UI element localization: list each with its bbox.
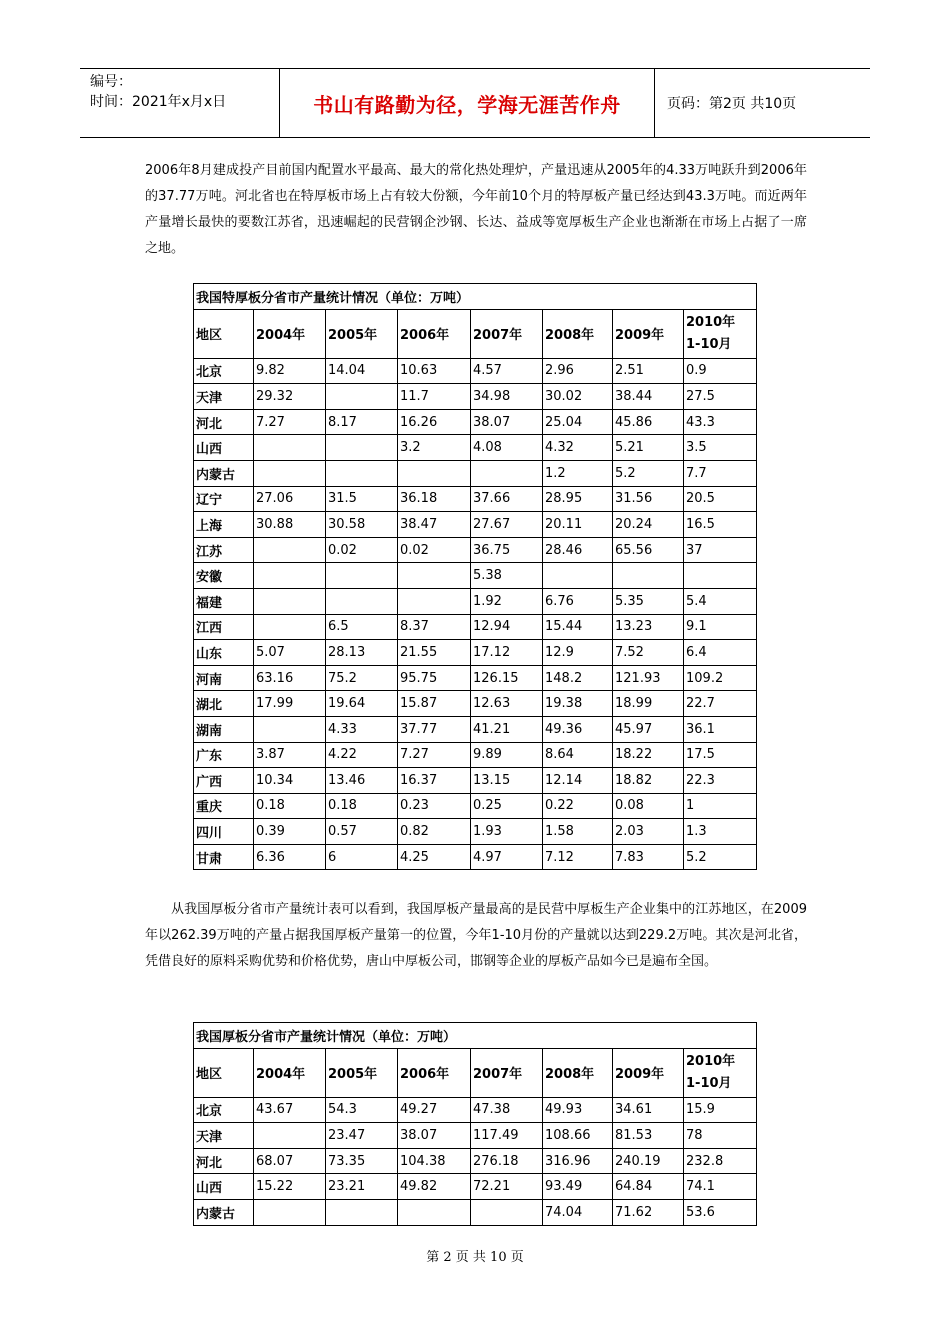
region-cell: 河南 [194, 665, 254, 691]
table-row [194, 588, 757, 614]
value-cell [254, 1123, 326, 1149]
value-cell: 30.88 [254, 512, 326, 538]
region-cell: 河北 [194, 1148, 254, 1174]
value-cell: 2.96 [543, 358, 613, 384]
region-cell: 天津 [194, 384, 254, 410]
value-cell: 68.07 [254, 1148, 326, 1174]
value-cell: 3.2 [398, 435, 471, 461]
table-row [194, 512, 757, 538]
value-cell: 17.5 [684, 742, 757, 768]
table-row [194, 1123, 757, 1149]
table-row [194, 435, 757, 461]
value-cell: 15.9 [684, 1097, 757, 1123]
value-cell [684, 563, 757, 589]
value-cell [543, 563, 613, 589]
value-cell [398, 588, 471, 614]
table-special-thick-plate [193, 283, 757, 870]
value-cell: 5.38 [471, 563, 543, 589]
value-cell: 27.67 [471, 512, 543, 538]
value-cell: 5.07 [254, 640, 326, 666]
table-row [194, 460, 757, 486]
value-cell: 1 [684, 793, 757, 819]
value-cell: 31.5 [326, 486, 398, 512]
value-cell: 17.99 [254, 691, 326, 717]
value-cell: 12.14 [543, 768, 613, 794]
value-cell: 5.21 [613, 435, 684, 461]
value-cell [398, 460, 471, 486]
region-cell: 上海 [194, 512, 254, 538]
value-cell: 75.2 [326, 665, 398, 691]
value-cell [613, 563, 684, 589]
value-cell: 8.64 [543, 742, 613, 768]
value-cell [398, 1199, 471, 1225]
region-cell: 北京 [194, 358, 254, 384]
value-cell: 30.58 [326, 512, 398, 538]
value-cell: 7.83 [613, 844, 684, 870]
value-cell: 15.87 [398, 691, 471, 717]
value-cell: 45.97 [613, 716, 684, 742]
table-row [194, 384, 757, 410]
value-cell: 4.25 [398, 844, 471, 870]
value-cell: 54.3 [326, 1097, 398, 1123]
table-row [194, 844, 757, 870]
region-cell: 湖南 [194, 716, 254, 742]
value-cell: 15.44 [543, 614, 613, 640]
value-cell: 20.5 [684, 486, 757, 512]
value-cell: 29.32 [254, 384, 326, 410]
region-cell: 山西 [194, 435, 254, 461]
value-cell: 0.39 [254, 819, 326, 845]
value-cell: 38.44 [613, 384, 684, 410]
column-header: 2009年 [613, 1048, 684, 1097]
value-cell: 0.25 [471, 793, 543, 819]
region-cell: 江西 [194, 614, 254, 640]
value-cell: 8.17 [326, 409, 398, 435]
value-cell: 7.7 [684, 460, 757, 486]
paragraph-1: 2006年8月建成投产目前国内配置水平最高、最大的常化热处理炉，产量迅速从2005年的4.33万吨跃升到2006年的37.77万吨。河北省也在特厚板市场上占有较大份额，今年前10个月的特厚板产量已经达到43.3万吨。而近两年产量增长最快的要数江苏省，迅速崛起的民营钢企沙钢、长达、益成等宽厚板生产企业也渐渐在市场上占据了一席之地。 [145, 163, 807, 256]
value-cell: 8.37 [398, 614, 471, 640]
table-row [194, 768, 757, 794]
value-cell: 0.9 [684, 358, 757, 384]
value-cell: 9.89 [471, 742, 543, 768]
value-cell: 21.55 [398, 640, 471, 666]
value-cell: 74.1 [684, 1174, 757, 1200]
value-cell: 20.11 [543, 512, 613, 538]
value-cell: 0.18 [254, 793, 326, 819]
value-cell: 73.35 [326, 1148, 398, 1174]
value-cell: 20.24 [613, 512, 684, 538]
value-cell: 23.47 [326, 1123, 398, 1149]
region-cell: 湖北 [194, 691, 254, 717]
value-cell: 117.49 [471, 1123, 543, 1149]
value-cell: 36.1 [684, 716, 757, 742]
region-cell: 内蒙古 [194, 1199, 254, 1225]
value-cell: 104.38 [398, 1148, 471, 1174]
value-cell: 31.56 [613, 486, 684, 512]
value-cell: 19.38 [543, 691, 613, 717]
header-page-code: 页码：第2页 共10页 [667, 96, 797, 112]
value-cell [471, 460, 543, 486]
value-cell: 16.26 [398, 409, 471, 435]
column-header: 2006年 [398, 309, 471, 358]
value-cell: 7.52 [613, 640, 684, 666]
value-cell: 11.7 [398, 384, 471, 410]
value-cell: 5.2 [613, 460, 684, 486]
table-row [194, 358, 757, 384]
value-cell: 7.27 [254, 409, 326, 435]
region-cell: 安徽 [194, 563, 254, 589]
value-cell [471, 1199, 543, 1225]
value-cell: 2.51 [613, 358, 684, 384]
column-header: 地区 [194, 1048, 254, 1097]
value-cell [326, 435, 398, 461]
value-cell [326, 588, 398, 614]
region-cell: 广东 [194, 742, 254, 768]
value-cell: 37 [684, 537, 757, 563]
value-cell: 0.18 [326, 793, 398, 819]
value-cell: 41.21 [471, 716, 543, 742]
value-cell: 148.2 [543, 665, 613, 691]
value-cell: 18.82 [613, 768, 684, 794]
column-header: 地区 [194, 309, 254, 358]
region-cell: 辽宁 [194, 486, 254, 512]
value-cell: 10.63 [398, 358, 471, 384]
region-cell: 江苏 [194, 537, 254, 563]
region-cell: 福建 [194, 588, 254, 614]
value-cell: 36.75 [471, 537, 543, 563]
value-cell: 49.36 [543, 716, 613, 742]
value-cell [254, 460, 326, 486]
value-cell [254, 716, 326, 742]
value-cell: 27.5 [684, 384, 757, 410]
value-cell: 23.21 [326, 1174, 398, 1200]
value-cell: 38.07 [471, 409, 543, 435]
value-cell: 240.19 [613, 1148, 684, 1174]
table-row [194, 665, 757, 691]
value-cell: 49.27 [398, 1097, 471, 1123]
table-header-row [194, 309, 757, 358]
value-cell: 13.46 [326, 768, 398, 794]
value-cell: 12.9 [543, 640, 613, 666]
value-cell: 19.64 [326, 691, 398, 717]
value-cell: 27.06 [254, 486, 326, 512]
value-cell [326, 384, 398, 410]
value-cell: 49.82 [398, 1174, 471, 1200]
region-cell: 北京 [194, 1097, 254, 1123]
table-row [194, 742, 757, 768]
value-cell: 4.57 [471, 358, 543, 384]
value-cell: 13.23 [613, 614, 684, 640]
value-cell: 36.18 [398, 486, 471, 512]
value-cell [326, 1199, 398, 1225]
value-cell [254, 563, 326, 589]
value-cell: 38.07 [398, 1123, 471, 1149]
value-cell: 64.84 [613, 1174, 684, 1200]
column-header: 2010年 1-10月 [684, 309, 757, 358]
region-cell: 山西 [194, 1174, 254, 1200]
value-cell: 18.22 [613, 742, 684, 768]
table-row [194, 537, 757, 563]
table-header-row [194, 1048, 757, 1097]
value-cell: 0.23 [398, 793, 471, 819]
table-title-row [194, 1023, 757, 1049]
region-cell: 天津 [194, 1123, 254, 1149]
value-cell: 4.33 [326, 716, 398, 742]
value-cell: 49.93 [543, 1097, 613, 1123]
value-cell: 6.36 [254, 844, 326, 870]
serial-label: 编号： [90, 74, 132, 90]
value-cell: 17.12 [471, 640, 543, 666]
value-cell: 4.08 [471, 435, 543, 461]
value-cell: 5.35 [613, 588, 684, 614]
value-cell: 22.3 [684, 768, 757, 794]
table-row [194, 1097, 757, 1123]
value-cell: 1.2 [543, 460, 613, 486]
value-cell: 14.04 [326, 358, 398, 384]
column-header: 2007年 [471, 1048, 543, 1097]
header-meta [80, 69, 280, 137]
table-thick-plate [193, 1022, 757, 1226]
value-cell: 0.57 [326, 819, 398, 845]
page-footer: 第 2 页 共 10 页 [426, 1250, 524, 1265]
value-cell: 30.02 [543, 384, 613, 410]
value-cell [254, 614, 326, 640]
table-row [194, 1174, 757, 1200]
value-cell: 25.04 [543, 409, 613, 435]
value-cell: 121.93 [613, 665, 684, 691]
table-title: 我国厚板分省市产量统计情况（单位：万吨） [194, 1023, 757, 1049]
value-cell: 6.4 [684, 640, 757, 666]
region-cell: 重庆 [194, 793, 254, 819]
value-cell: 34.98 [471, 384, 543, 410]
value-cell: 15.22 [254, 1174, 326, 1200]
value-cell: 43.3 [684, 409, 757, 435]
value-cell: 63.16 [254, 665, 326, 691]
value-cell: 109.2 [684, 665, 757, 691]
value-cell: 53.6 [684, 1199, 757, 1225]
value-cell: 28.95 [543, 486, 613, 512]
value-cell [326, 460, 398, 486]
value-cell [254, 588, 326, 614]
value-cell: 4.32 [543, 435, 613, 461]
value-cell: 10.34 [254, 768, 326, 794]
value-cell: 38.47 [398, 512, 471, 538]
value-cell: 13.15 [471, 768, 543, 794]
column-header: 2008年 [543, 1048, 613, 1097]
value-cell: 45.86 [613, 409, 684, 435]
column-header: 2007年 [471, 309, 543, 358]
table-row [194, 409, 757, 435]
value-cell: 3.5 [684, 435, 757, 461]
value-cell: 6.5 [326, 614, 398, 640]
value-cell: 0.08 [613, 793, 684, 819]
value-cell: 43.67 [254, 1097, 326, 1123]
value-cell: 37.66 [471, 486, 543, 512]
value-cell: 71.62 [613, 1199, 684, 1225]
value-cell: 93.49 [543, 1174, 613, 1200]
value-cell: 78 [684, 1123, 757, 1149]
region-cell: 广西 [194, 768, 254, 794]
value-cell: 72.21 [471, 1174, 543, 1200]
value-cell: 5.4 [684, 588, 757, 614]
header-motto: 书山有路勤为径，学海无涯苦作舟 [280, 69, 655, 137]
value-cell: 16.5 [684, 512, 757, 538]
value-cell: 7.12 [543, 844, 613, 870]
table-row [194, 1199, 757, 1225]
table-row [194, 614, 757, 640]
value-cell: 232.8 [684, 1148, 757, 1174]
value-cell: 0.02 [398, 537, 471, 563]
value-cell: 4.97 [471, 844, 543, 870]
value-cell: 0.82 [398, 819, 471, 845]
value-cell: 47.38 [471, 1097, 543, 1123]
column-header: 2010年 1-10月 [684, 1048, 757, 1097]
value-cell: 0.02 [326, 537, 398, 563]
region-cell: 内蒙古 [194, 460, 254, 486]
page-header [80, 68, 870, 138]
table-row [194, 716, 757, 742]
region-cell: 甘肃 [194, 844, 254, 870]
column-header: 2005年 [326, 1048, 398, 1097]
table-row [194, 691, 757, 717]
column-header: 2004年 [254, 309, 326, 358]
column-header: 2006年 [398, 1048, 471, 1097]
table-title-row [194, 284, 757, 310]
region-cell: 河北 [194, 409, 254, 435]
value-cell: 95.75 [398, 665, 471, 691]
value-cell: 65.56 [613, 537, 684, 563]
value-cell: 22.7 [684, 691, 757, 717]
value-cell: 316.96 [543, 1148, 613, 1174]
value-cell: 9.82 [254, 358, 326, 384]
value-cell: 3.87 [254, 742, 326, 768]
time-label: 时间：2021年x月x日 [90, 94, 227, 110]
value-cell: 9.1 [684, 614, 757, 640]
value-cell: 5.2 [684, 844, 757, 870]
column-header: 2004年 [254, 1048, 326, 1097]
value-cell [326, 563, 398, 589]
value-cell: 1.58 [543, 819, 613, 845]
value-cell: 4.22 [326, 742, 398, 768]
value-cell: 28.13 [326, 640, 398, 666]
value-cell: 34.61 [613, 1097, 684, 1123]
value-cell [254, 1199, 326, 1225]
value-cell [398, 563, 471, 589]
table-row [194, 819, 757, 845]
value-cell: 81.53 [613, 1123, 684, 1149]
value-cell: 37.77 [398, 716, 471, 742]
value-cell: 12.94 [471, 614, 543, 640]
value-cell: 12.63 [471, 691, 543, 717]
region-cell: 四川 [194, 819, 254, 845]
region-cell: 山东 [194, 640, 254, 666]
value-cell: 126.15 [471, 665, 543, 691]
column-header: 2005年 [326, 309, 398, 358]
value-cell: 276.18 [471, 1148, 543, 1174]
table-row [194, 1148, 757, 1174]
value-cell: 1.93 [471, 819, 543, 845]
table-row [194, 563, 757, 589]
value-cell: 7.27 [398, 742, 471, 768]
table-row [194, 793, 757, 819]
value-cell: 74.04 [543, 1199, 613, 1225]
column-header: 2008年 [543, 309, 613, 358]
value-cell: 1.92 [471, 588, 543, 614]
value-cell: 1.3 [684, 819, 757, 845]
value-cell: 18.99 [613, 691, 684, 717]
value-cell: 2.03 [613, 819, 684, 845]
value-cell: 108.66 [543, 1123, 613, 1149]
value-cell: 0.22 [543, 793, 613, 819]
table-row [194, 640, 757, 666]
column-header: 2009年 [613, 309, 684, 358]
value-cell: 16.37 [398, 768, 471, 794]
paragraph-2: 从我国厚板分省市产量统计表可以看到，我国厚板产量最高的是民营中厚板生产企业集中的江苏地区，在2009年以262.39万吨的产量占据我国厚板产量第一的位置，今年1-10月份的产量就以达到229.2万吨。其次是河北省，凭借良好的原料采购优势和价格优势，唐山中厚板公司，邯钢等企业的厚板产品如今已是遍布全国。 [145, 902, 807, 969]
value-cell: 6 [326, 844, 398, 870]
table-row [194, 486, 757, 512]
table-title: 我国特厚板分省市产量统计情况（单位：万吨） [194, 284, 757, 310]
value-cell: 28.46 [543, 537, 613, 563]
value-cell: 6.76 [543, 588, 613, 614]
value-cell [254, 537, 326, 563]
value-cell [254, 435, 326, 461]
